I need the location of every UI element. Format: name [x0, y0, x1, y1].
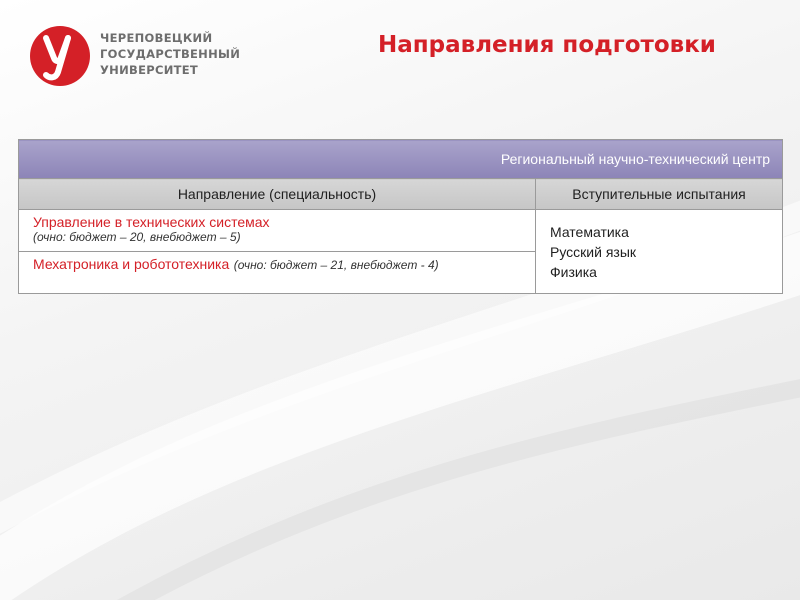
university-name-line: ЧЕРЕПОВЕЦКИЙ: [100, 31, 213, 45]
university-name-line: УНИВЕРСИТЕТ: [100, 63, 199, 77]
column-header-direction: Направление (специальность): [19, 179, 536, 210]
exam-item: Математика: [550, 223, 629, 240]
exams-cell: [536, 210, 783, 294]
program-cell: [19, 210, 536, 252]
program-note: (очно: бюджет – 20, внебюджет – 5): [33, 230, 241, 244]
exam-item: Русский язык: [550, 243, 637, 260]
university-logo-icon: [28, 24, 92, 88]
program-note: (очно: бюджет – 21, внебюджет - 4): [233, 258, 439, 272]
center-name-header: Региональный научно-технический центр: [19, 140, 783, 179]
column-header-exams: Вступительные испытания: [536, 179, 783, 210]
program-name: Мехатроника и робототехника: [33, 256, 230, 272]
table-row: [19, 210, 783, 252]
column-header-row: [19, 179, 783, 210]
exam-item: Физика: [550, 263, 597, 280]
program-name: Управление в технических системах: [33, 214, 270, 230]
table-header-row: [19, 140, 783, 179]
programs-table: [18, 139, 783, 294]
program-cell: [19, 252, 536, 294]
page-title: Направления подготовки: [378, 32, 716, 58]
university-name: [100, 30, 240, 78]
university-name-line: ГОСУДАРСТВЕННЫЙ: [100, 47, 241, 61]
